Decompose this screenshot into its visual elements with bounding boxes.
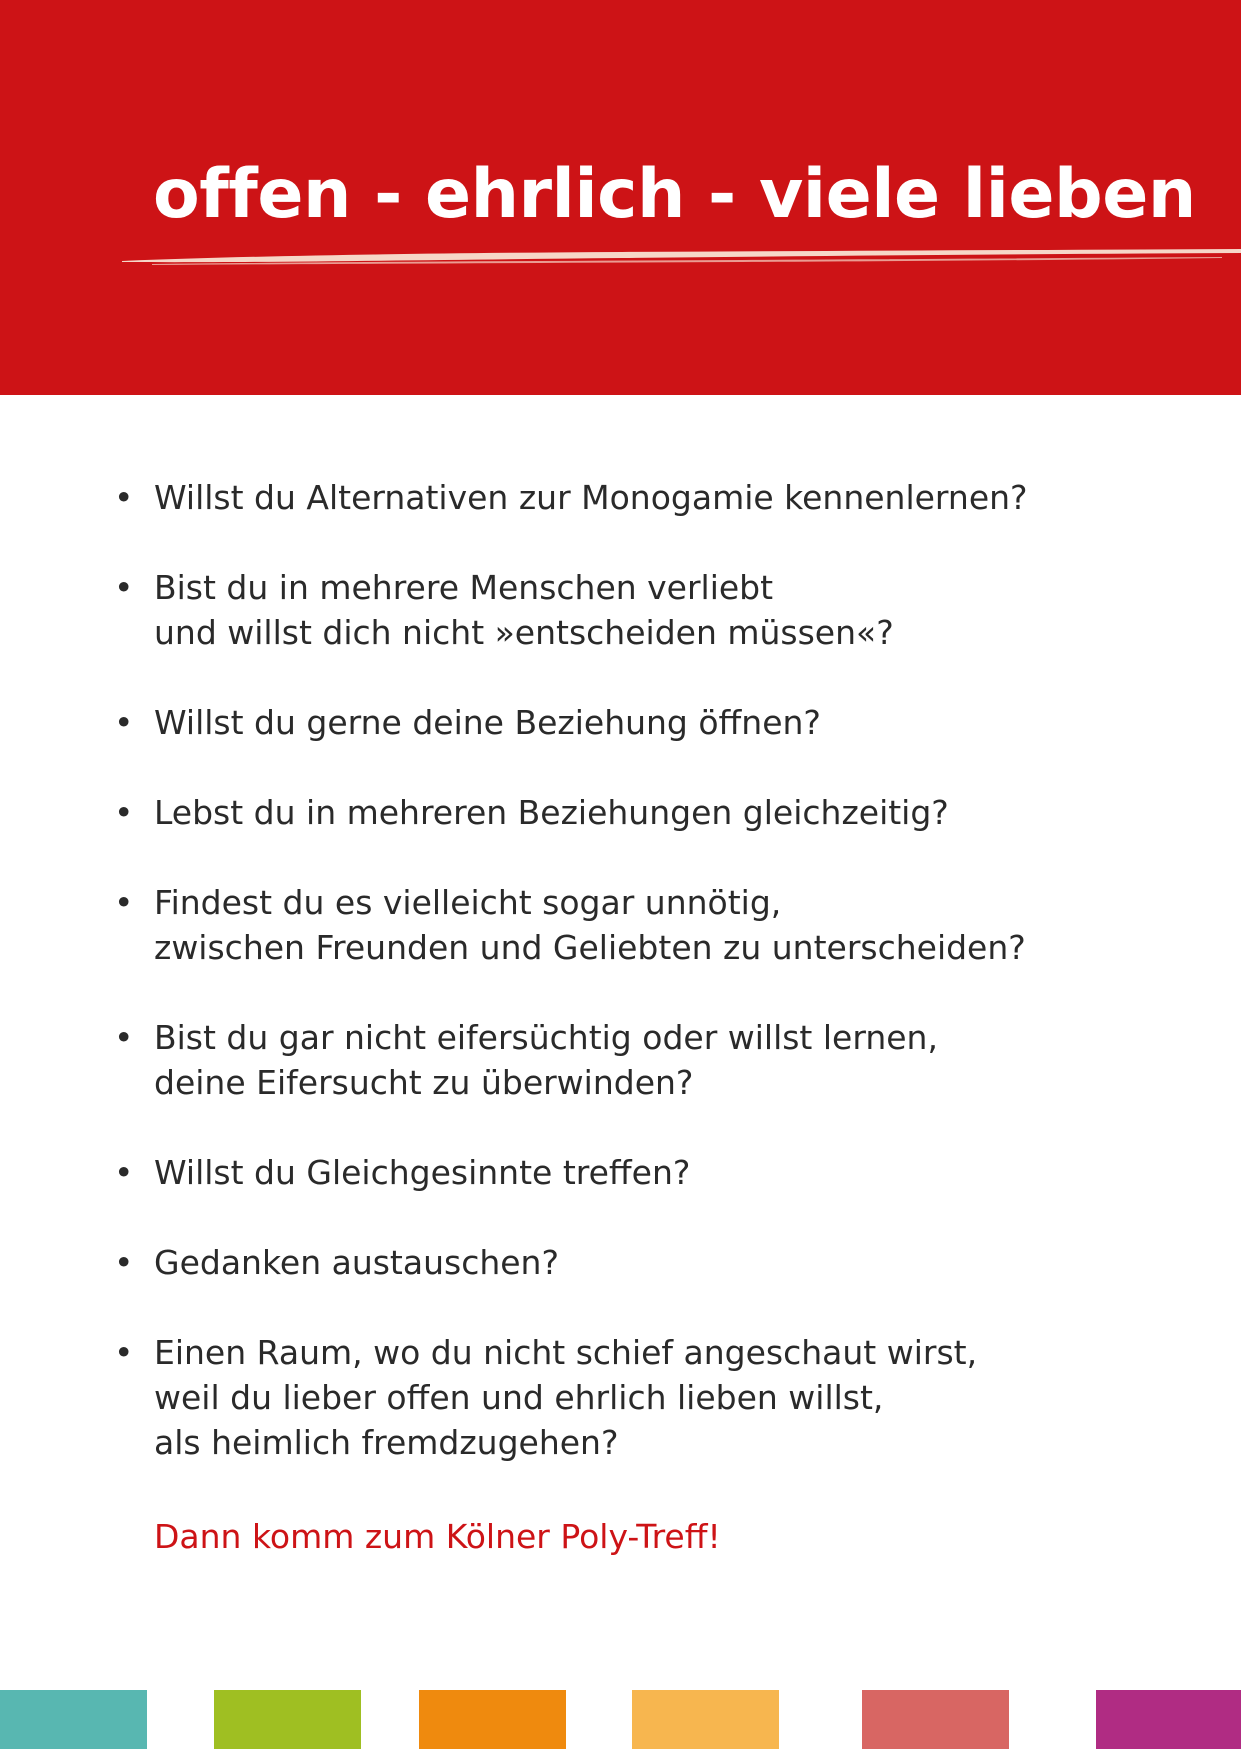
question-text: Willst du Alternativen zur Monogamie kennenlernen? (154, 478, 1028, 517)
color-swatch-orange (419, 1690, 566, 1749)
question-text: zwischen Freunden und Geliebten zu unterscheiden? (154, 928, 1026, 967)
question-text: und willst dich nicht »entscheiden müssen«? (154, 613, 894, 652)
question-text: Willst du Gleichgesinnte treffen? (154, 1153, 691, 1192)
list-item (114, 1015, 1028, 1105)
color-swatch-yellow (632, 1690, 779, 1749)
brush-stroke (122, 244, 1241, 268)
question-text: Bist du in mehrere Menschen verliebt (154, 568, 774, 607)
bullet: • (114, 703, 134, 742)
bullet: • (114, 1333, 134, 1372)
question-text: Bist du gar nicht eifersüchtig oder willst lernen, (154, 1018, 938, 1057)
bullet: • (114, 1018, 134, 1057)
bullet: • (114, 883, 134, 922)
bullet: • (114, 1153, 134, 1192)
bullet: • (114, 1243, 134, 1282)
color-swatch-green (214, 1690, 361, 1749)
list-item (114, 1330, 1028, 1465)
color-swatch-salmon (862, 1690, 1009, 1749)
question-list (114, 475, 1028, 1510)
list-item (114, 1240, 1028, 1285)
question-text: Lebst du in mehreren Beziehungen gleichzeitig? (154, 793, 949, 832)
question-text: Findest du es vielleicht sogar unnötig, (154, 883, 782, 922)
header-banner (0, 0, 1241, 395)
call-to-action: Dann komm zum Kölner Poly-Treff! (154, 1517, 721, 1556)
page-title: offen - ehrlich - viele lieben (153, 155, 1196, 234)
list-item (114, 790, 1028, 835)
question-text: Gedanken austauschen? (154, 1243, 559, 1282)
list-item (114, 565, 1028, 655)
list-item (114, 700, 1028, 745)
question-text: Willst du gerne deine Beziehung öffnen? (154, 703, 821, 742)
list-item (114, 1150, 1028, 1195)
question-text: deine Eifersucht zu überwinden? (154, 1063, 694, 1102)
color-swatch-teal (0, 1690, 147, 1749)
bullet: • (114, 793, 134, 832)
bullet: • (114, 568, 134, 607)
question-text: Einen Raum, wo du nicht schief angeschaut wirst, (154, 1333, 978, 1372)
color-swatch-magenta (1096, 1690, 1241, 1749)
question-text: weil du lieber offen und ehrlich lieben willst, (154, 1378, 884, 1417)
list-item (114, 475, 1028, 520)
question-text: als heimlich fremdzugehen? (154, 1423, 619, 1462)
bullet: • (114, 478, 134, 517)
list-item (114, 880, 1028, 970)
